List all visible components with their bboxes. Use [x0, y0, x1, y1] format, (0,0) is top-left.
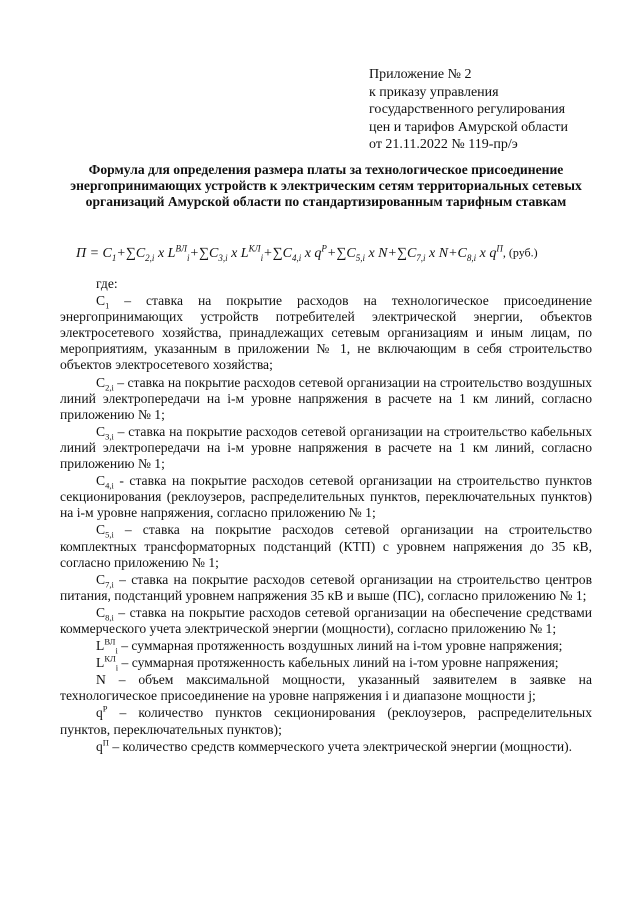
definition-c2: $С_{2,i}$ – ставка на покрытие расходов сетевой организации на строительство воздушных линий электропередачи на i-м уровне напряжения в расчете на 1 км линий, согласно приложению № 1;	[60, 374, 592, 422]
definition-l-vl: $L^{ВЛ}_i$ – суммарная протяженность воздушных линий на i-том уровне напряжения;	[96, 636, 563, 656]
definition-q-p: $q^P$ – количество пунктов секционирования (реклоузеров, распределительных пунктов, переключательных пунктов);	[60, 703, 592, 737]
appendix-order-ref: к приказу управления	[369, 84, 499, 100]
appendix-number: Приложение № 2	[369, 67, 472, 82]
appendix-department: государственного регулирования	[369, 102, 566, 118]
definition-c5: $С_{5,i}$ – ставка на покрытие расходов сетевой организации на строительство комплектных трансформаторных подстанций (КТП) с уровнем напряжения до 35 кВ, согласно приложению № 1;	[60, 522, 592, 570]
appendix-date-number: от 21.11.2022 № 119-пр/э	[369, 137, 518, 153]
definition-c1: $С_1$ – ставка на покрытие расходов на технологическое присоединение энергопринимающих устройств потребителей электрической энергии, объектов электросетевого хозяйства, принадлежащих сетевым организациям и иным лицам, по мероприятиям, указанным в приложении № 1, не включающим в себя строительство объектов электросетевого хозяйства;	[60, 293, 592, 373]
definition-q-pi: $q^П$ – количество средств коммерческого учета электрической энергии (мощности).	[96, 737, 573, 754]
definition-l-kl: $L^{КЛ}_i$ – суммарная протяженность кабельных линий на i-том уровне напряжения;	[96, 653, 559, 673]
definition-c7: $С_{7,i}$ – ставка на покрытие расходов сетевой организации на строительство центров питания, подстанций уровнем напряжения 35 кВ и выше (ПС), согласно приложению № 1;	[60, 571, 592, 603]
where-label: где:	[96, 276, 118, 291]
fee-formula: $П = C_1+\sum C_{2,i}$ x $L^{ВЛ}_i+\sum C_{3,i}$ x $L^{КЛ}_i+\sum C_{4,i}$ x $q^P+\sum C_{5,i}$ x $N+\sum C_{7,i}$ x $N+C_{8,i}$ x $q^П$, (руб.)	[76, 243, 538, 263]
definition-c4: $С_{4,i}$ - ставка на покрытие расходов сетевой организации на строительство пунктов секционирования (реклоузеров, распределительных пунктов, переключательных пунктов) на i-м уровне напряжения, согласно приложению № 1;	[60, 473, 592, 521]
document-title: Формула для определения размера платы за технологическое присоединение энергопринимающих устройств к электрическим сетям территориальных сетевых организаций Амурской области по стандартизированным тарифным ставкам	[70, 162, 582, 210]
appendix-department-cont: цен и тарифов Амурской области	[369, 119, 568, 135]
definition-c3: $С_{3,i}$ – ставка на покрытие расходов сетевой организации на строительство кабельных линий электропередачи на i-м уровне напряжения в расчете на 1 км линий, согласно приложению № 1;	[60, 423, 592, 472]
appendix-header	[369, 66, 619, 154]
definitions-list	[60, 276, 592, 756]
definition-n: N – объем максимальной мощности, указанный заявителем в заявке на технологическое присоединение на уровне напряжения i и диапазоне мощности j;	[60, 672, 592, 704]
definition-c8: $С_{8,i}$ – ставка на покрытие расходов сетевой организации на обеспечение средствами коммерческого учета электрической энергии (мощности), согласно приложению № 1;	[60, 604, 592, 636]
